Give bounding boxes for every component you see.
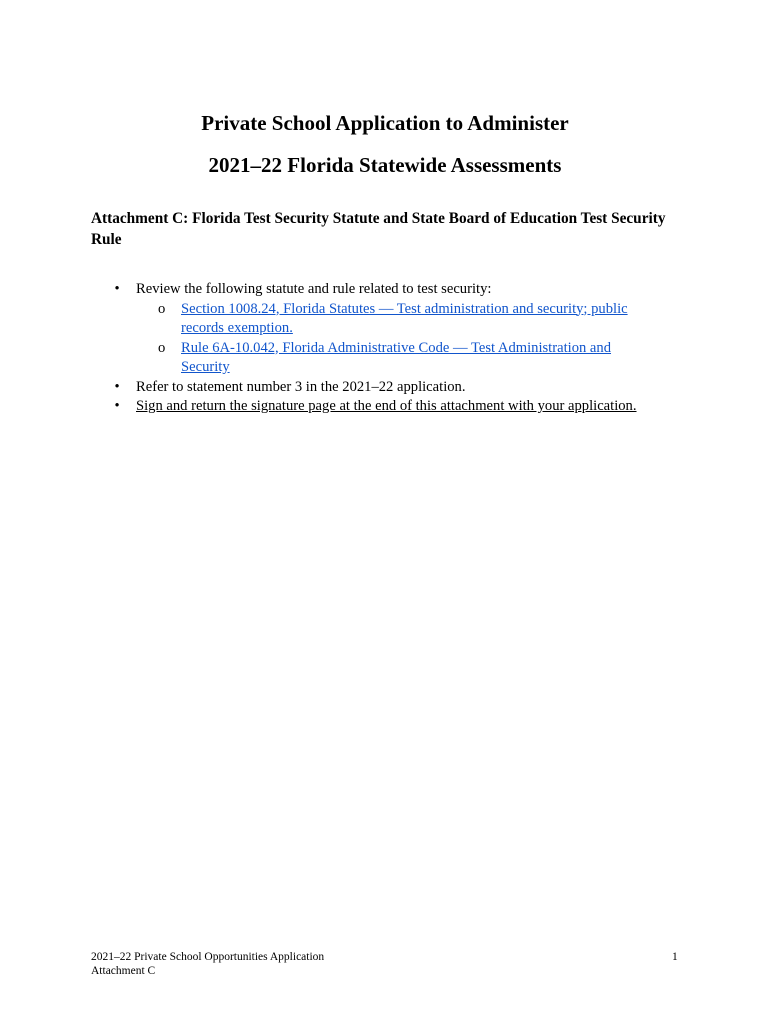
page-title: Private School Application to Administer: [201, 111, 569, 135]
instruction-list: [91, 280, 691, 417]
list-item-refer: [91, 378, 691, 398]
footer-attachment-label: Attachment C: [91, 965, 156, 977]
sub-list-item: [136, 339, 661, 378]
sub-bullet-icon: o: [158, 339, 166, 356]
sub-bullet-icon: o: [158, 300, 166, 317]
sign-text: Sign and return the signature page at the end of this attachment with your application.: [136, 398, 637, 414]
refer-text: Refer to statement number 3 in the 2021–22 application.: [136, 378, 466, 395]
page-number: 1: [672, 951, 678, 963]
bullet-icon: •: [114, 398, 120, 414]
link-list: [136, 300, 691, 378]
attachment-heading: Attachment C: Florida Test Security Statute and State Board of Education Test Security Rule: [91, 210, 666, 248]
footer: [91, 950, 324, 978]
rule-link[interactable]: Rule 6A-10.042, Florida Administrative Code — Test Administration and Security: [181, 339, 612, 375]
list-item-review: [91, 280, 691, 378]
statute-link[interactable]: Section 1008.24, Florida Statutes — Test administration and security; public records exemption.: [181, 300, 628, 336]
sub-list-item: [136, 300, 661, 339]
bullet-icon: •: [114, 281, 120, 297]
review-text: Review the following statute and rule related to test security:: [136, 281, 492, 297]
bullet-icon: •: [114, 378, 120, 395]
list-item-sign: [91, 397, 691, 417]
page-subtitle: 2021–22 Florida Statewide Assessments: [208, 153, 562, 177]
footer-application-name: 2021–22 Private School Opportunities Application: [91, 951, 325, 963]
